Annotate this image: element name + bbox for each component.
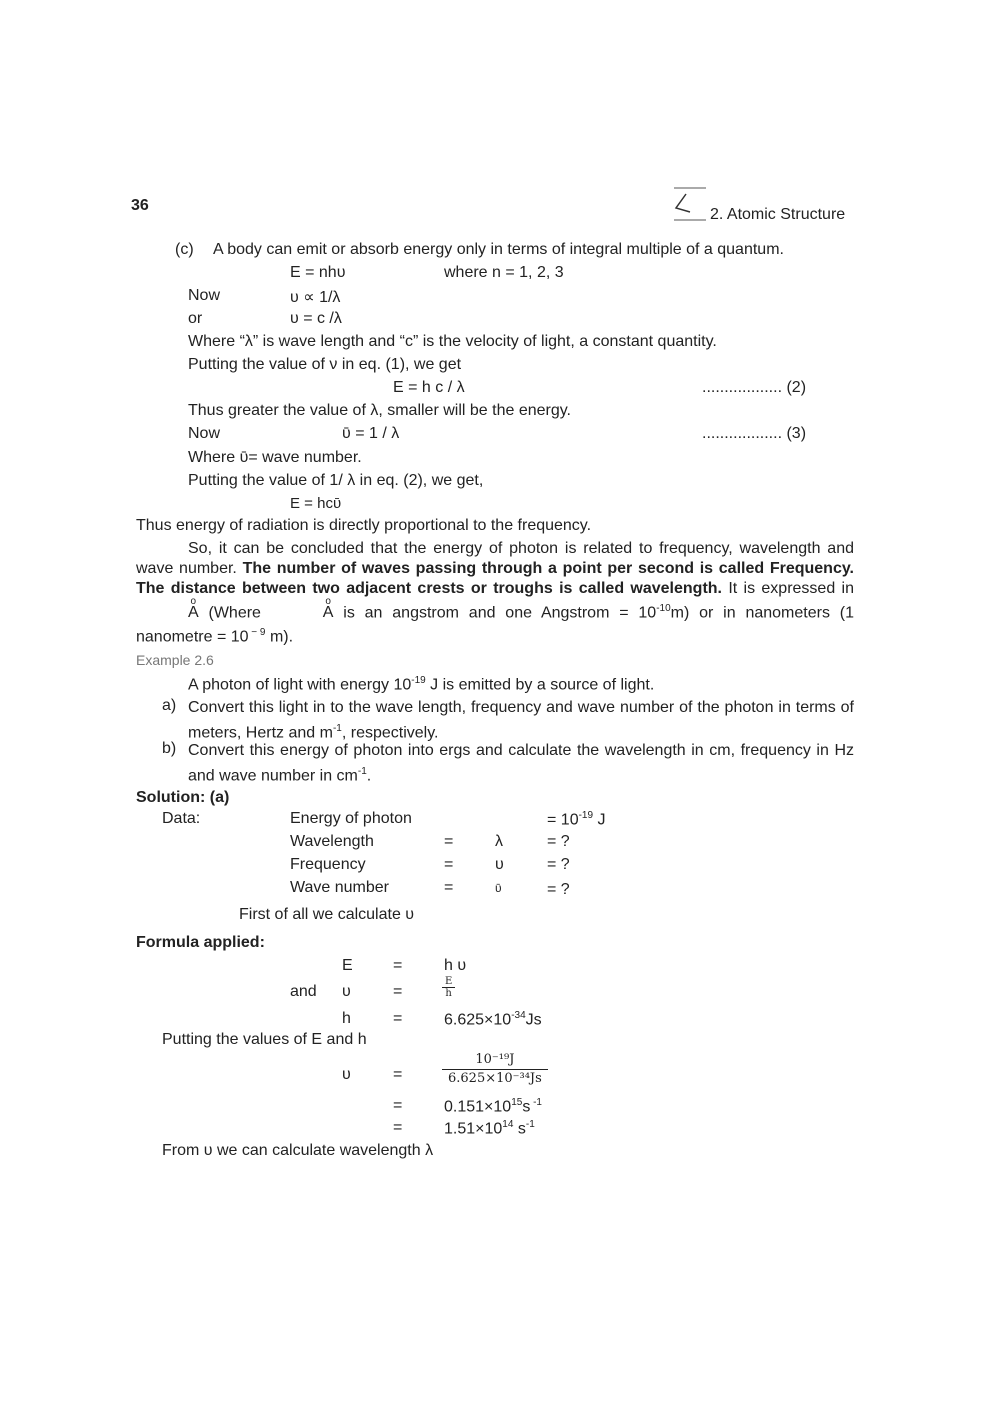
calc-1-eq: = xyxy=(393,1066,403,1083)
putting-value-2: Putting the value of 1/ λ in eq. (2), we get, xyxy=(188,472,484,489)
equation-2: E = h c / λ xyxy=(393,379,465,396)
data-row-symbol: υ xyxy=(495,856,504,873)
nanometer-text: m) or in nanometers (1 nanometre = 10 xyxy=(136,604,854,646)
angstrom-symbol-2: o A xyxy=(271,603,334,623)
exponent: -1 xyxy=(357,766,367,777)
data-row-name: Wavelength xyxy=(290,833,374,850)
formula-2-eq: = xyxy=(393,983,403,1000)
equation-where-n: where n = 1, 2, 3 xyxy=(444,264,564,281)
v-equals-c-over-lambda: υ = c /λ xyxy=(290,310,342,327)
part-c-text: A body can emit or absorb energy only in terms of integral multiple of a quantum. xyxy=(213,241,784,258)
data-row-eq: = xyxy=(444,856,454,873)
chapter-arrow-icon xyxy=(672,186,708,222)
calc-3-eq: = xyxy=(393,1119,403,1136)
data-row-eq: = xyxy=(444,879,454,896)
formula-2-fraction xyxy=(442,976,455,999)
formula-1-eq: = xyxy=(393,957,403,974)
solution-title: Solution: (a) xyxy=(136,789,230,806)
angstrom-def-text: is an angstrom and one Angstrom = 10 xyxy=(343,604,657,622)
definition-paragraph xyxy=(136,539,854,648)
data-row-value: = $10^{-19}$ J xyxy=(547,810,606,829)
item-b-text xyxy=(188,740,854,786)
formula-2-and: and xyxy=(290,983,317,1000)
wave-number-def: Where ῡ= wave number. xyxy=(188,449,362,466)
bold-definition: The number of waves passing through a point per second is called Frequency. The distance between two adjacent crests or troughs is called wavelength. xyxy=(136,560,855,597)
equation-3-tag: .................. (3) xyxy=(702,425,807,442)
formula-1-rhs: h υ xyxy=(444,957,467,974)
intro-text: A photon of light with energy 10 xyxy=(188,676,412,694)
fraction-denominator: 6.625×10⁻³⁴Js xyxy=(448,1071,542,1086)
data-row-value: = ? xyxy=(547,833,570,850)
equation-e-hcv: E = hcῡ xyxy=(290,495,342,512)
data-row-symbol: λ xyxy=(495,833,503,850)
item-a-end: , respectively. xyxy=(341,724,439,742)
calc-2-value: $0.151\times 10^{15}s$ $^{-1}$ xyxy=(444,1097,542,1116)
closing-text: m). xyxy=(265,628,294,646)
data-row-eq: = xyxy=(444,833,454,850)
calc-1-lhs: υ xyxy=(342,1066,351,1083)
intro-text-2: J is emitted by a source of light. xyxy=(425,676,655,694)
example-title: Example 2.6 xyxy=(136,652,214,668)
or-label: or xyxy=(188,310,203,327)
data-row-value: = ? xyxy=(547,881,570,898)
now2-label: Now xyxy=(188,425,221,442)
formula-1-lhs: E xyxy=(342,957,353,974)
expressed-text: It is expressed in xyxy=(728,580,855,597)
formula-3-rhs: $6.625\times 10^{-34}Js$ xyxy=(444,1010,542,1029)
equation-2-tag: .................. (2) xyxy=(702,379,807,396)
data-row-name: Frequency xyxy=(290,856,366,873)
equation-3: ῡ = 1 / λ xyxy=(342,425,400,442)
where-lambda-text: Where “λ” is wave length and “c” is the velocity of light, a constant quantity. xyxy=(188,333,717,350)
formula-3-eq: = xyxy=(393,1010,403,1027)
item-a-body: Convert this light in to the wave length, frequency and wave number of the photon in terms of meters, Hertz and m xyxy=(188,699,854,742)
putting-value-1: Putting the value of ν in eq. (1), we get xyxy=(188,356,462,373)
thus-greater-text: Thus greater the value of λ, smaller will be the energy. xyxy=(188,402,571,419)
chapter-title: 2. Atomic Structure xyxy=(710,206,846,223)
exponent: -10 xyxy=(656,603,671,614)
formula-3-lhs: h xyxy=(342,1010,351,1027)
item-b-body: Convert this energy of photon into ergs and calculate the wavelength in cm, frequency in Hz and wave number in cm xyxy=(188,742,854,785)
fraction-numerator: E xyxy=(442,976,455,988)
data-row-value: = ? xyxy=(547,856,570,873)
fraction-numerator: 10⁻¹⁹J xyxy=(442,1052,548,1070)
putting-values-text: Putting the values of E and h xyxy=(162,1031,367,1048)
calc-3-value: $1.51\times 10^{14}$ $s^{-1}$ xyxy=(444,1119,535,1138)
exponent: -19 xyxy=(411,675,426,686)
data-row-name: Wave number xyxy=(290,879,389,896)
exponent: -1 xyxy=(332,723,342,734)
example-intro xyxy=(188,675,654,694)
calc-1-fraction xyxy=(442,1052,548,1086)
data-row-name: Energy of photon xyxy=(290,810,412,827)
item-a-text xyxy=(188,697,854,743)
now-label: Now xyxy=(188,287,221,304)
fraction-denominator: h xyxy=(445,988,452,999)
calc-2-eq: = xyxy=(393,1097,403,1114)
so-text: So, it can be concluded that the energy of photon is related to frequency, wavelength and wave number. xyxy=(136,540,854,577)
data-row-symbol: ῡ xyxy=(495,881,502,895)
where-text: (Where xyxy=(208,604,261,622)
angstrom-symbol: o A xyxy=(136,603,199,623)
page-number: 36 xyxy=(131,197,149,214)
part-c-label: (c) xyxy=(175,241,194,258)
from-v-text: From υ we can calculate wavelength λ xyxy=(162,1142,434,1159)
formula-title: Formula applied: xyxy=(136,934,265,951)
exponent: − 9 xyxy=(248,627,266,639)
proportional-expr: υ ∝ 1/λ xyxy=(290,289,341,306)
formula-2-lhs: υ xyxy=(342,983,351,1000)
first-calc-text: First of all we calculate υ xyxy=(239,906,415,923)
item-b-label: b) xyxy=(162,740,177,757)
data-label: Data: xyxy=(162,810,201,827)
item-a-label: a) xyxy=(162,697,177,714)
radiation-proportional-text: Thus energy of radiation is directly proportional to the frequency. xyxy=(136,517,592,534)
item-b-end: . xyxy=(366,767,372,785)
equation-e-nhv: E = nhυ xyxy=(290,264,346,281)
